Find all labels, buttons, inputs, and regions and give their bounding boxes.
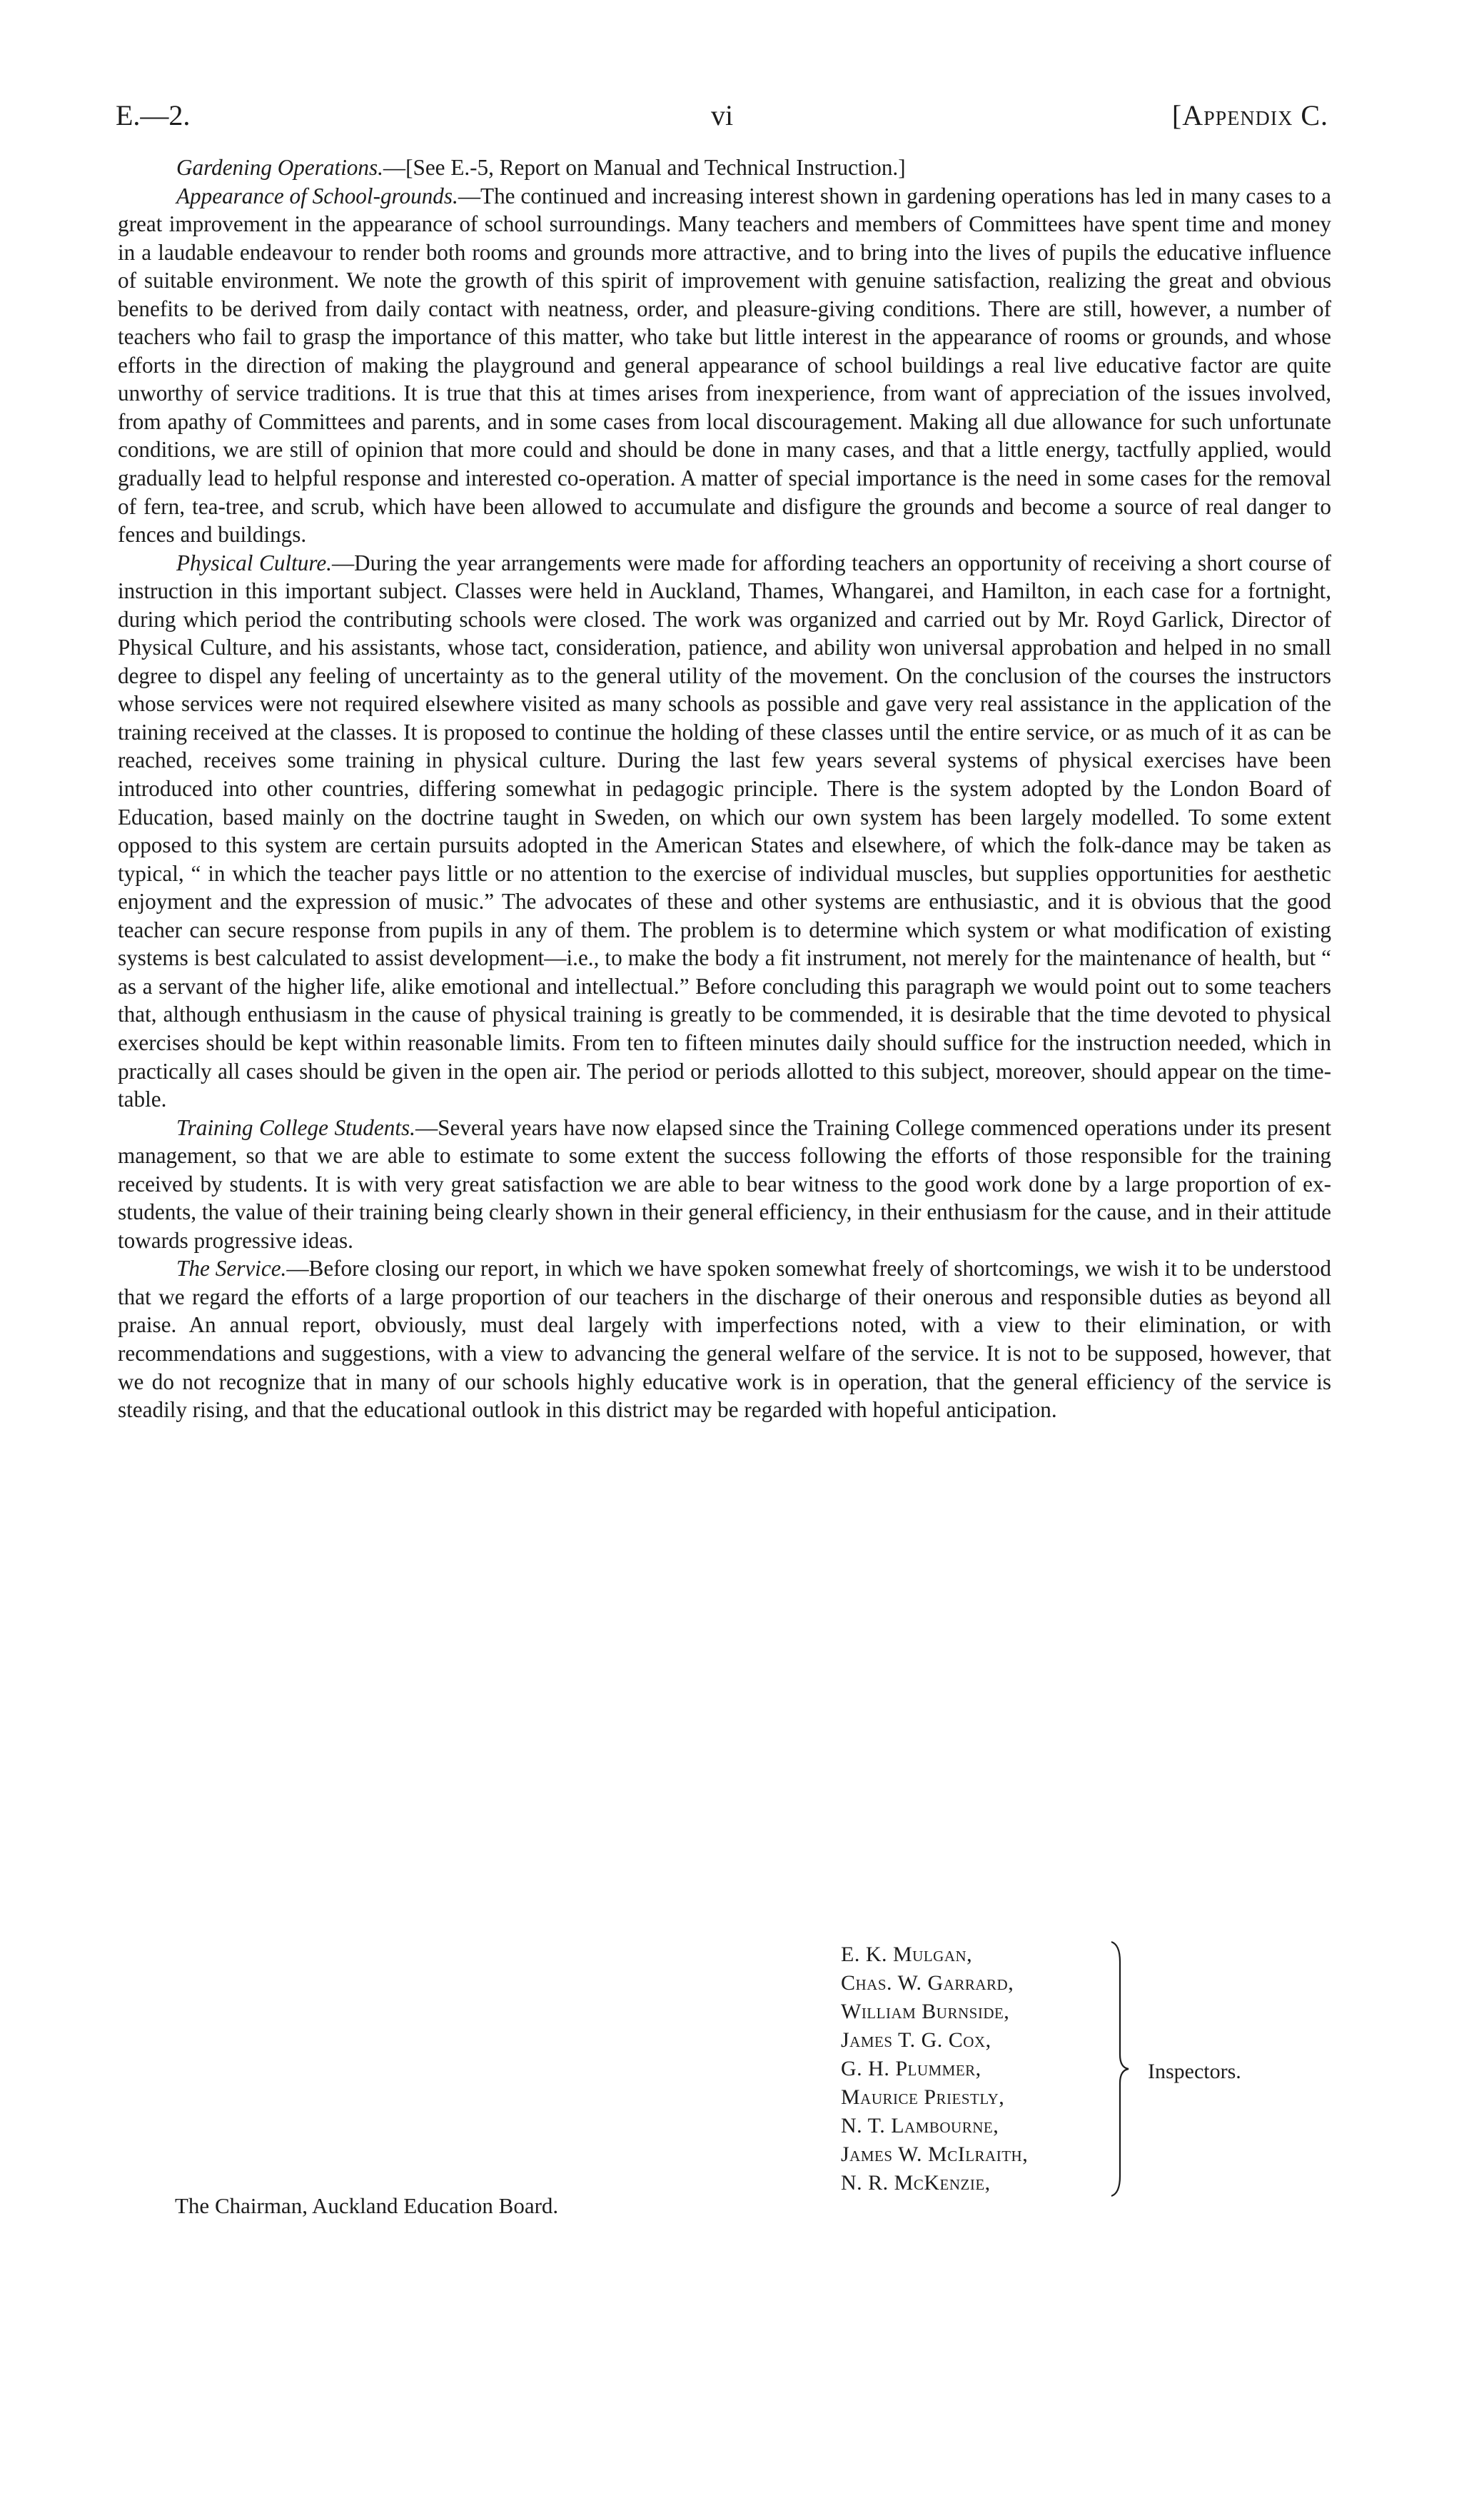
paragraph-physical-culture — [118, 549, 1331, 1114]
signatory-name: James T. G. Cox, — [841, 2028, 991, 2052]
header-page-number: vi — [710, 99, 734, 131]
paragraph-the-service — [118, 1254, 1331, 1424]
report-body — [118, 153, 1331, 1424]
right-brace-icon — [1109, 1940, 1130, 2197]
paragraph-heading: Training College Students. — [176, 1114, 415, 1140]
paragraph-school-grounds — [118, 182, 1331, 549]
signatory-name: N. T. Lambourne, — [841, 2114, 999, 2137]
paragraph-heading: Appearance of School-grounds. — [176, 183, 458, 208]
addressee: The Chairman, Auckland Education Board. — [175, 2193, 559, 2218]
paragraph-text: —The continued and increasing interest shown in gardening operations has led in many cases to a great improvement in the appearance of school surroundings. Many teachers and members of Committees have spent time and money in a laudable endeavour to render both rooms and grounds more attractive, and to bring into the lives of pupils the educative influence of suitable environment. We note the growth of this spirit of improvement with genuine satisfaction, realizing the great and obvious benefits to be derived from daily contact with neatness, order, and pleasure-giving conditions. There are still, however, a number of teachers who fail to grasp the importance of this matter, who take but little interest in the appearance of rooms or grounds, and whose efforts in the direction of making the playground and general appearance of school buildings a real live educative factor are quite unworthy of service traditions. It is true that this at times arises from inexperience, from want of appreciation of the issues involved, from apathy of Committees and parents, and in some cases from local discouragement. Making all due allowance for such unfortunate conditions, we are still of opinion that more could and should be done in many cases, and that a little energy, tactfully applied, would gradually lead to helpful response and interested co-operation. A matter of special importance is the need in some cases for the removal of fern, tea-tree, and scrub, which have been allowed to accumulate and disfigure the grounds and become a source of real danger to fences and buildings. — [118, 183, 1331, 548]
signatory-name: Maurice Priestly, — [841, 2085, 1005, 2109]
paragraph-heading: The Service. — [176, 1256, 287, 1281]
signatory-name: N. R. McKenzie, — [841, 2171, 991, 2195]
paragraph-gardening-operations — [118, 153, 1331, 182]
signatory-role: Inspectors. — [1148, 2060, 1241, 2083]
signatory-list — [841, 1940, 1141, 2197]
page-header — [116, 94, 1328, 137]
paragraph-training-college — [118, 1114, 1331, 1255]
signatory-name: G. H. Plummer, — [841, 2057, 981, 2080]
signatory-name: James W. McIlraith, — [841, 2142, 1029, 2166]
paragraph-text: —Before closing our report, in which we have spoken somewhat freely of shortcomings, we wish it to be understood that we regard the efforts of a large proportion of our teachers in the discharge of their onerous and responsible duties as beyond all praise. An annual report, obviously, must deal largely with imperfections noted, with a view to their elimination, or with recommendations and suggestions, with a view to advancing the general welfare of the service. It is not to be supposed, however, that we do not recognize that in many of our schools highly educative work is in operation, that the general efficiency of the service is steadily rising, and that the educational outlook in this district may be regarded with hopeful anticipation. — [118, 1256, 1331, 1423]
signatory-name: E. K. Mulgan, — [841, 1943, 973, 1966]
signature-block — [841, 1940, 1283, 2195]
signatory-name: William Burnside, — [841, 2000, 1010, 2023]
header-appendix: [Appendix C. — [1171, 99, 1328, 131]
paragraph-text: —Several years have now elapsed since the Training College commenced operations under its present management, so that we are able to estimate to some extent the success following the efforts of those responsible for the training received by students. It is with very great satisfaction we are able to bear witness to the good work done by a large proportion of ex-students, the value of their training being clearly shown in their general efficiency, in their enthusiasm for the cause, and in their attitude towards progressive ideas. — [118, 1114, 1332, 1253]
paragraph-heading: Physical Culture. — [176, 550, 332, 575]
header-document-code: E.—2. — [116, 99, 191, 131]
paragraph-text: —During the year arrangements were made for affording teachers an opportunity of receiving a short course of instruction in this important subject. Classes were held in Auckland, Thames, Whangarei, and Hamilton, in each case for a fortnight, during which period the contributing schools were closed. The work was organized and carried out by Mr. Royd Garlick, Director of Physical Culture, and his assistants, whose tact, consideration, patience, and ability won universal approbation and helped in no small degree to dispel any feeling of uncertainty as to the general utility of the movement. On the conclusion of the courses the instructors whose services were not required elsewhere visited as many schools as possible and gave very real assistance in the application of the training received at the classes. It is proposed to continue the holding of these classes until the entire service, or as much of it as can be reached, receives some training in physical culture. During the last few years several systems of physical exercises have been introduced into other countries, differing somewhat in pedagogic principle. There is the system adopted by the London Board of Education, based mainly on the doctrine taught in Sweden, on which our own system has been largely modelled. To some extent opposed to this system are certain pursuits adopted in the American States and elsewhere, of which the folk-dance may be taken as typical, “ in which the teacher pays little or no attention to the exercise of individual muscles, but supplies opportunities for aesthetic enjoyment and the expression of music.” The advocates of these and other systems are enthusiastic, and it is obvious that the good teacher can secure response from pupils in any of them. The problem is to determine which system or what modification of existing systems is best calculated to assist development—i.e., to make the body a fit instrument, not merely for the maintenance of health, but “ as a servant of the higher life, alike emotional and intellectual.” Before concluding this paragraph we would point out to some teachers that, although enthusiasm in the cause of physical training is greatly to be commended, it is desirable that the time devoted to physical exercises should be kept within reasonable limits. From ten to fifteen minutes daily should suffice for the instruction needed, which in practically all cases should be given in the open air. The period or periods allotted to this subject, moreover, should appear on the time-table. — [118, 550, 1332, 1112]
signatory-name: Chas. W. Garrard, — [841, 1971, 1014, 1995]
paragraph-heading: Gardening Operations. — [176, 155, 383, 180]
paragraph-text: —[See E.-5, Report on Manual and Technical Instruction.] — [383, 155, 906, 180]
